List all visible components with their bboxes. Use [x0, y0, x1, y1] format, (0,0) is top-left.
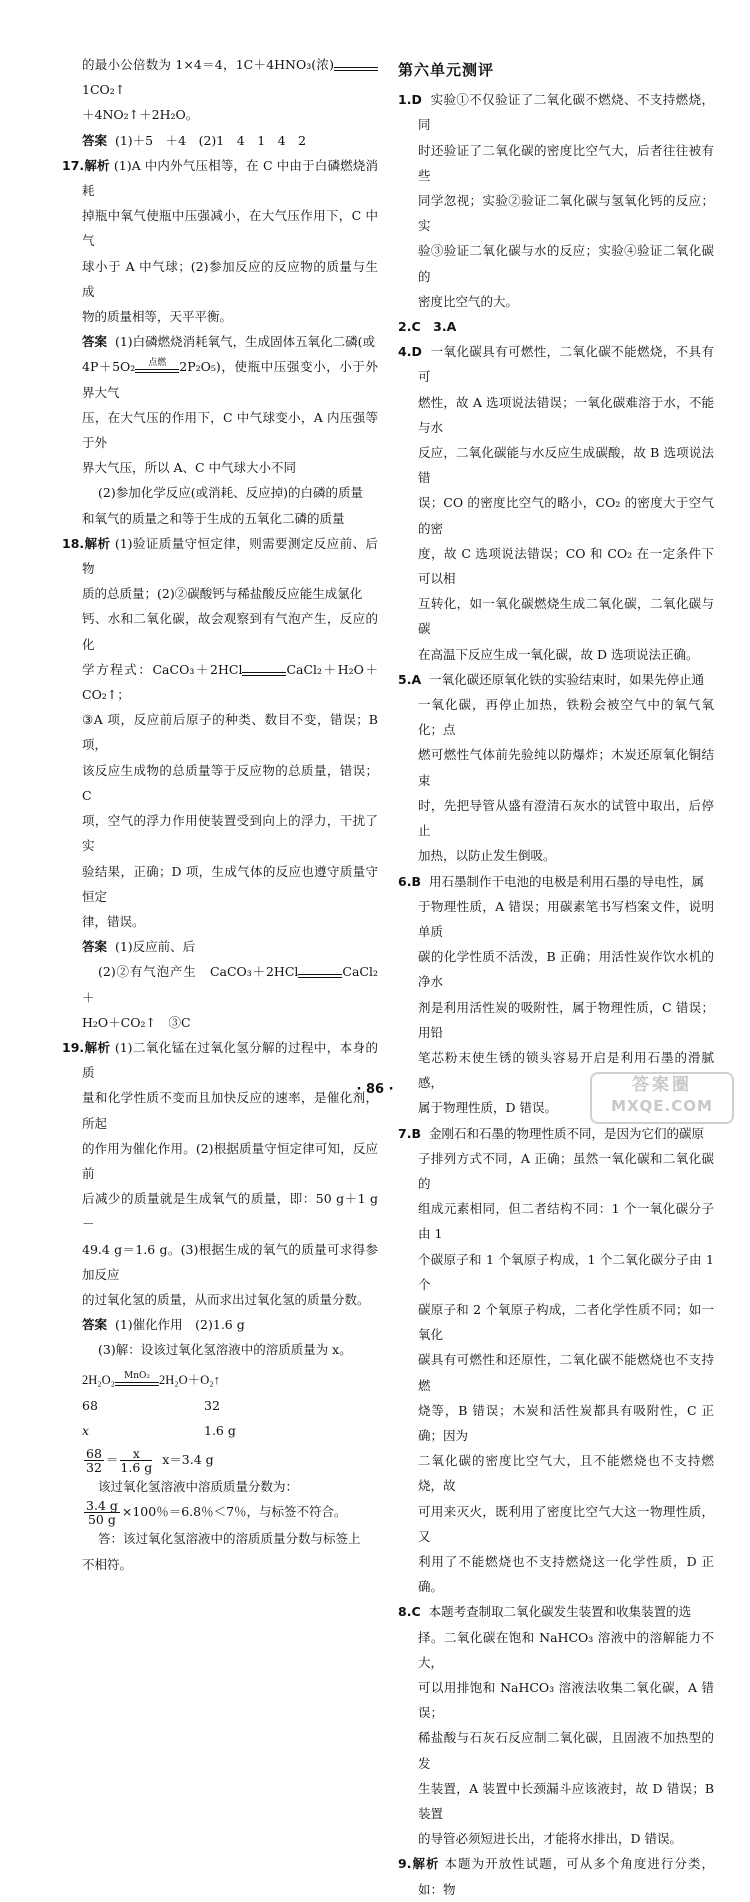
question-18-analysis: 18.解析 (1)验证质量守恒定律，则需要测定反应前、后物	[62, 535, 378, 577]
line: 密度比空气的大。	[418, 293, 519, 309]
line: 界大气压，所以 A、C 中气球大小不同	[82, 460, 297, 476]
line: 生装置，A 装置中长颈漏斗应该液封，故 D 错误；B 装置	[418, 1780, 714, 1822]
line: 反应，二氧化碳能与水反应生成碳酸，故 B 选项说法错	[418, 445, 714, 486]
answer-6: 6.B 用石墨制作干电池的电极是利用石墨的导电性，属	[398, 873, 704, 889]
line: (2)参加化学反应(或消耗、反应掉)的白磷的质量	[98, 485, 363, 501]
watermark-logo	[590, 1072, 734, 1124]
question-19-analysis: 19.解析 (1)二氧化锰在过氧化氢分解的过程中，本身的质	[62, 1039, 378, 1081]
line: 同学忽视；实验②验证二氧化碳与氢氧化钙的反应；实	[418, 193, 714, 234]
line: 的最小公倍数为 1×4＝4，1C＋4HNO₃(浓) 1CO₂↑	[62, 52, 378, 102]
reaction-arrow: 点燃	[135, 359, 179, 373]
answer-7: 7.B 金刚石和石墨的物理性质不同，是因为它们的碳原	[398, 1125, 704, 1141]
ratio-row: x 1.6 g	[82, 1422, 236, 1438]
line: 项，空气的浮力作用使装置受到向上的浮力，干扰了实	[82, 813, 378, 854]
line: 误；CO 的密度比空气的略小，CO₂ 的密度大于空气的密	[418, 495, 714, 536]
page-number: · 86 ·	[356, 1082, 394, 1097]
line: 钙、水和二氧化碳，故会观察到有气泡产生，反应的化	[82, 611, 378, 652]
line: 利用了不能燃烧也不支持燃烧这一化学性质，D 正确。	[418, 1553, 714, 1595]
line: 燃性，故 A 选项说法错误；一氧化碳难溶于水，不能与水	[418, 394, 714, 435]
line: (3)解：设该过氧化氢溶液中的溶质质量为 x。	[98, 1342, 352, 1358]
answer-line: 答案 (1)＋5 ＋4 (2)1 4 1 4 2	[82, 132, 307, 148]
line: 律，错误。	[82, 913, 145, 929]
line: 二氧化碳的密度比空气大，且不能燃烧也不支持燃烧，故	[418, 1453, 714, 1494]
line: H₂O＋CO₂↑ ③C	[82, 1014, 191, 1030]
line: 掉瓶中氧气使瓶中压强减小，在大气压作用下，C 中气	[82, 208, 378, 249]
line: 不相符。	[82, 1556, 133, 1572]
line: 的作用为催化作用。(2)根据质量守恒定律可知，反应前	[82, 1140, 378, 1181]
line: 加热，以防止发生倒吸。	[418, 848, 556, 864]
answer-1: 1.D 实验①不仅验证了二氧化碳不燃烧、不支持燃烧，同	[398, 92, 714, 133]
question-17-answer: 答案 (1)白磷燃烧消耗氧气，生成固体五氧化二磷(或	[82, 334, 376, 350]
line: 组成元素相同，但二者结构不同：1 个一氧化碳分子由 1	[418, 1201, 714, 1242]
line: 时，先把导管从盛有澄清石灰水的试管中取出，后停止	[418, 797, 714, 839]
line: 量和化学性质不变而且加快反应的速率，是催化剂，所起	[82, 1090, 378, 1131]
line: 笔芯粉末使生锈的锁头容易开启是利用石墨的滑腻感，	[418, 1049, 714, 1091]
line: 碳的化学性质不活泼，B 正确；用活性炭作饮水机的净水	[418, 949, 714, 990]
line: 质的总质量；(2)②碳酸钙与稀盐酸反应能生成氯化	[82, 586, 363, 602]
line: 学方程式：CaCO₃＋2HCl CaCl₂＋H₂O＋CO₂↑；	[82, 661, 378, 703]
fraction: $\frac{68}{32}$	[86, 1446, 102, 1476]
line: 压，在大气压的作用下，C 中气球变小，A 内压强等于外	[82, 409, 378, 451]
line: (2)②有气泡产生 CaCO₃＋2HCl CaCl₂＋	[82, 964, 378, 1005]
line: 于物理性质，A 错误；用碳素笔书写档案文件，说明单质	[418, 898, 714, 939]
reaction-arrow	[298, 964, 342, 978]
watermark-url: MXQE.COM	[611, 1097, 713, 1115]
line: 该反应生成物的总质量等于反应物的总质量，错误；C	[82, 762, 378, 803]
line: 属于物理性质，D 错误。	[418, 1100, 557, 1116]
line: 碳原子和 2 个氧原子构成，二者化学性质不同；如一氧化	[418, 1301, 714, 1343]
question-17-analysis: 17.解析 (1)A 中内外气压相等，在 C 中由于白磷燃烧消耗	[62, 157, 378, 199]
answer-2-3: 2.C 3.A	[398, 319, 457, 335]
line: 物的质量相等，天平平衡。	[82, 309, 233, 325]
line: ＋4NO₂↑＋2H₂O。	[82, 107, 199, 123]
right-column	[398, 52, 714, 1902]
percentage-calc: $\frac{3.4 g}{50 g}$ ×100％＝6.8％＜7％，与标签不符合。	[86, 1498, 347, 1528]
line: 验③验证二氧化碳与水的反应；实验④验证二氧化碳的	[418, 243, 714, 284]
chemical-equation: 2H₂O₂ MnO₂ 2H₂O＋O₂↑	[82, 1370, 220, 1387]
watermark-text: 答案圈	[632, 1075, 692, 1095]
line: 子排列方式不同，A 正确；虽然一氧化碳和二氧化碳的	[418, 1150, 714, 1191]
line: 答：该过氧化氢溶液中的溶质质量分数与标签上	[98, 1531, 361, 1547]
section-title: 第六单元测评	[398, 61, 495, 79]
line: 该过氧化氢溶液中溶质质量分数为：	[98, 1479, 299, 1495]
answer-4: 4.D 一氧化碳具有可燃性，二氧化碳不能燃烧，不具有可	[398, 344, 714, 385]
line: 择。二氧化碳在饱和 NaHCO₃ 溶液中的溶解能力不大，	[418, 1629, 714, 1670]
line: 和氧气的质量之和等于生成的五氧化二磷的质量	[82, 510, 345, 526]
question-19-answer: 答案 (1)催化作用 (2)1.6 g	[82, 1317, 245, 1333]
line: 时还验证了二氧化碳的密度比空气大，后者往往被有些	[418, 142, 714, 183]
line: 度，故 C 选项说法错误；CO 和 CO₂ 在一定条件下可以相	[418, 545, 714, 587]
line: 的导管必须短进长出，才能将水排出，D 错误。	[418, 1831, 682, 1847]
line: 稀盐酸与石灰石反应制二氧化碳，且固液不加热型的发	[418, 1730, 714, 1771]
reaction-arrow	[334, 57, 378, 71]
line: 后减少的质量就是生成氧气的质量，即：50 g＋1 g－	[82, 1191, 378, 1232]
reaction-arrow	[242, 662, 286, 676]
question-18-answer: 答案 (1)反应前、后	[82, 939, 196, 955]
answer-9: 9.解析 本题为开放性试题，可从多个角度进行分类，如：物	[398, 1856, 714, 1897]
line: 4P＋5O₂ 点燃 2P₂O₅)，使瓶中压强变小，小于外界大气	[82, 358, 378, 400]
line: 可用来灭火，既利用了密度比空气大这一物理性质，又	[418, 1503, 714, 1544]
line: 49.4 g＝1.6 g。(3)根据生成的氧气的质量可求得参加反应	[82, 1241, 378, 1282]
reaction-arrow: MnO₂	[115, 1372, 159, 1386]
line: 碳具有可燃性和还原性，二氧化碳不能燃烧也不支持燃	[418, 1352, 714, 1393]
proportion: $\frac{68}{32}$ ＝ $\frac{x}{1.6 g}$ x＝3.4 g	[86, 1446, 214, 1476]
ratio-row: 68 32	[82, 1397, 220, 1413]
fraction: $\frac{x}{1.6 g}$	[120, 1446, 153, 1476]
answer-5: 5.A 一氧化碳还原氧化铁的实验结束时，如果先停止通	[398, 671, 705, 687]
line: 烧等，B 错误；木炭和活性炭都具有吸附性，C 正确；因为	[418, 1402, 714, 1443]
line: 个碳原子和 1 个氧原子构成，1 个二氧化碳分子由 1 个	[418, 1251, 714, 1292]
line: ③A 项，反应前后原子的种类、数目不变，错误；B 项，	[82, 712, 378, 753]
line: 一氧化碳，再停止加热，铁粉会被空气中的氧气氧化；点	[418, 697, 714, 738]
line: 剂是利用活性炭的吸附性，属于物理性质，C 错误；用铅	[418, 999, 714, 1040]
line: 燃可燃性气体前先验纯以防爆炸；木炭还原氧化铜结束	[418, 747, 714, 788]
answer-8: 8.C 本题考查制取二氧化碳发生装置和收集装置的选	[398, 1604, 692, 1620]
fraction: $\frac{3.4 g}{50 g}$	[86, 1498, 118, 1528]
left-column	[62, 52, 378, 1577]
line: 的过氧化氢的质量，从而求出过氧化氢的质量分数。	[82, 1291, 370, 1307]
line: 可以用排饱和 NaHCO₃ 溶液法收集二氧化碳，A 错误；	[418, 1680, 714, 1721]
line: 在高温下反应生成一氧化碳，故 D 选项说法正确。	[418, 646, 699, 662]
line: 球小于 A 中气球；(2)参加反应的反应物的质量与生成	[82, 258, 378, 299]
line: 验结果，正确；D 项，生成气体的反应也遵守质量守恒定	[82, 863, 378, 904]
line: 互转化，如一氧化碳燃烧生成二氧化碳，二氧化碳与碳	[418, 596, 714, 637]
